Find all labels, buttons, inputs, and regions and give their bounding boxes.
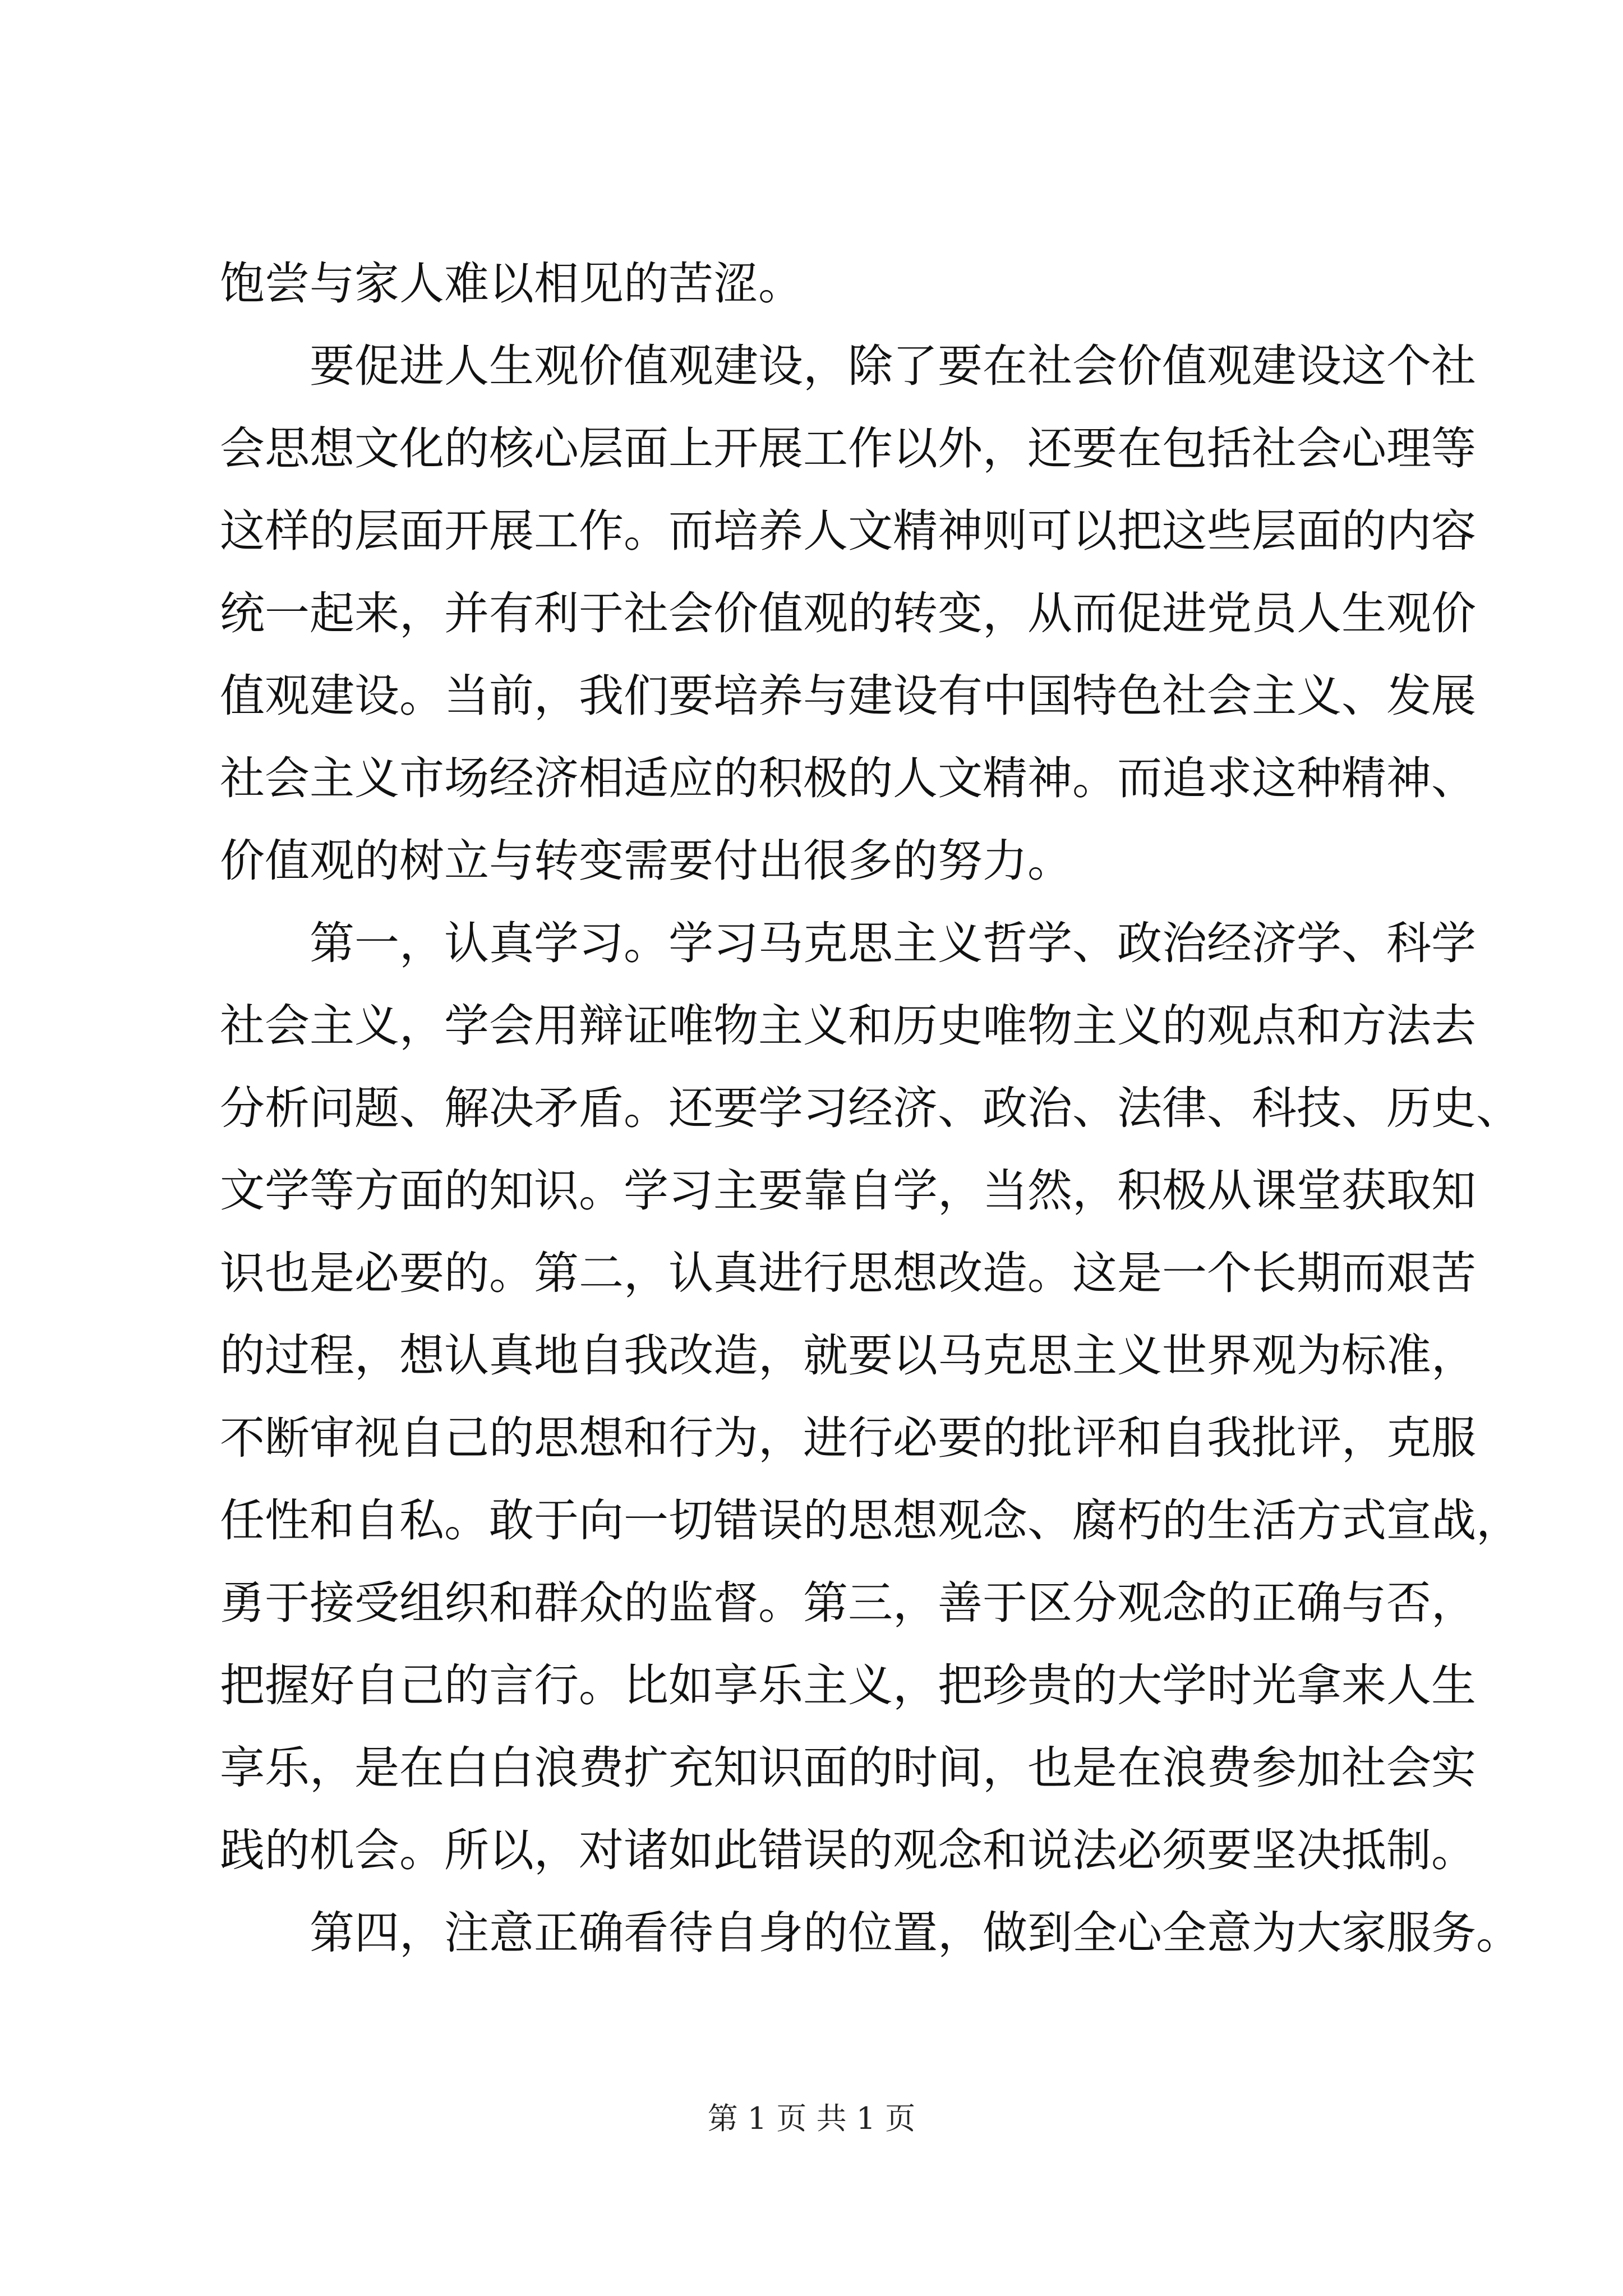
text-line: 社会主义市场经济相适应的积极的人文精神。而追求这种精神、: [220, 752, 1476, 804]
text-line: 的过程，想认真地自我改造，就要以马克思主义世界观为标准，: [220, 1329, 1476, 1382]
text-line: 任性和自私。敢于向一切错误的思想观念、腐朽的生活方式宣战，: [220, 1494, 1521, 1547]
paragraph-start-line: 第四，注意正确看待自身的位置，做到全心全意为大家服务。: [310, 1907, 1521, 1959]
text-line: 统一起来，并有利于社会价值观的转变，从而促进党员人生观价: [220, 587, 1476, 639]
page-footer: 第 1 页 共 1 页: [707, 2101, 916, 2136]
text-line: 这样的层面开展工作。而培养人文精神则可以把这些层面的内容: [220, 505, 1476, 557]
paragraph-end-line: 践的机会。所以，对诸如此错误的观念和说法必须要坚决抵制。: [220, 1824, 1476, 1876]
paragraph-end-line: 价值观的树立与转变需要付出很多的努力。: [220, 835, 1072, 887]
text-line: 识也是必要的。第二，认真进行思想改造。这是一个长期而艰苦: [220, 1247, 1476, 1299]
text-line: 把握好自己的言行。比如享乐主义，把珍贵的大学时光拿来人生: [220, 1659, 1476, 1711]
text-line: 不断审视自己的思想和行为，进行必要的批评和自我批评，克服: [220, 1412, 1476, 1464]
paragraph-start-line: 第一，认真学习。学习马克思主义哲学、政治经济学、科学: [310, 917, 1476, 969]
text-line: 值观建设。当前，我们要培养与建设有中国特色社会主义、发展: [220, 670, 1476, 722]
text-line: 文学等方面的知识。学习主要靠自学，当然，积极从课堂获取知: [220, 1165, 1476, 1217]
text-line: 分析问题、解决矛盾。还要学习经济、政治、法律、科技、历史、: [220, 1082, 1521, 1134]
text-line: 享乐，是在白白浪费扩充知识面的时间，也是在浪费参加社会实: [220, 1742, 1476, 1794]
text-line: 会思想文化的核心层面上开展工作以外，还要在包括社会心理等: [220, 422, 1476, 475]
paragraph-start-line: 要促进人生观价值观建设，除了要在社会价值观建设这个社: [310, 340, 1476, 392]
text-line: 饱尝与家人难以相见的苦涩。: [220, 257, 803, 310]
document-body: [220, 242, 1521, 1974]
text-line: 勇于接受组织和群众的监督。第三，善于区分观念的正确与否，: [220, 1577, 1476, 1629]
text-line: 社会主义，学会用辩证唯物主义和历史唯物主义的观点和方法去: [220, 1000, 1476, 1052]
